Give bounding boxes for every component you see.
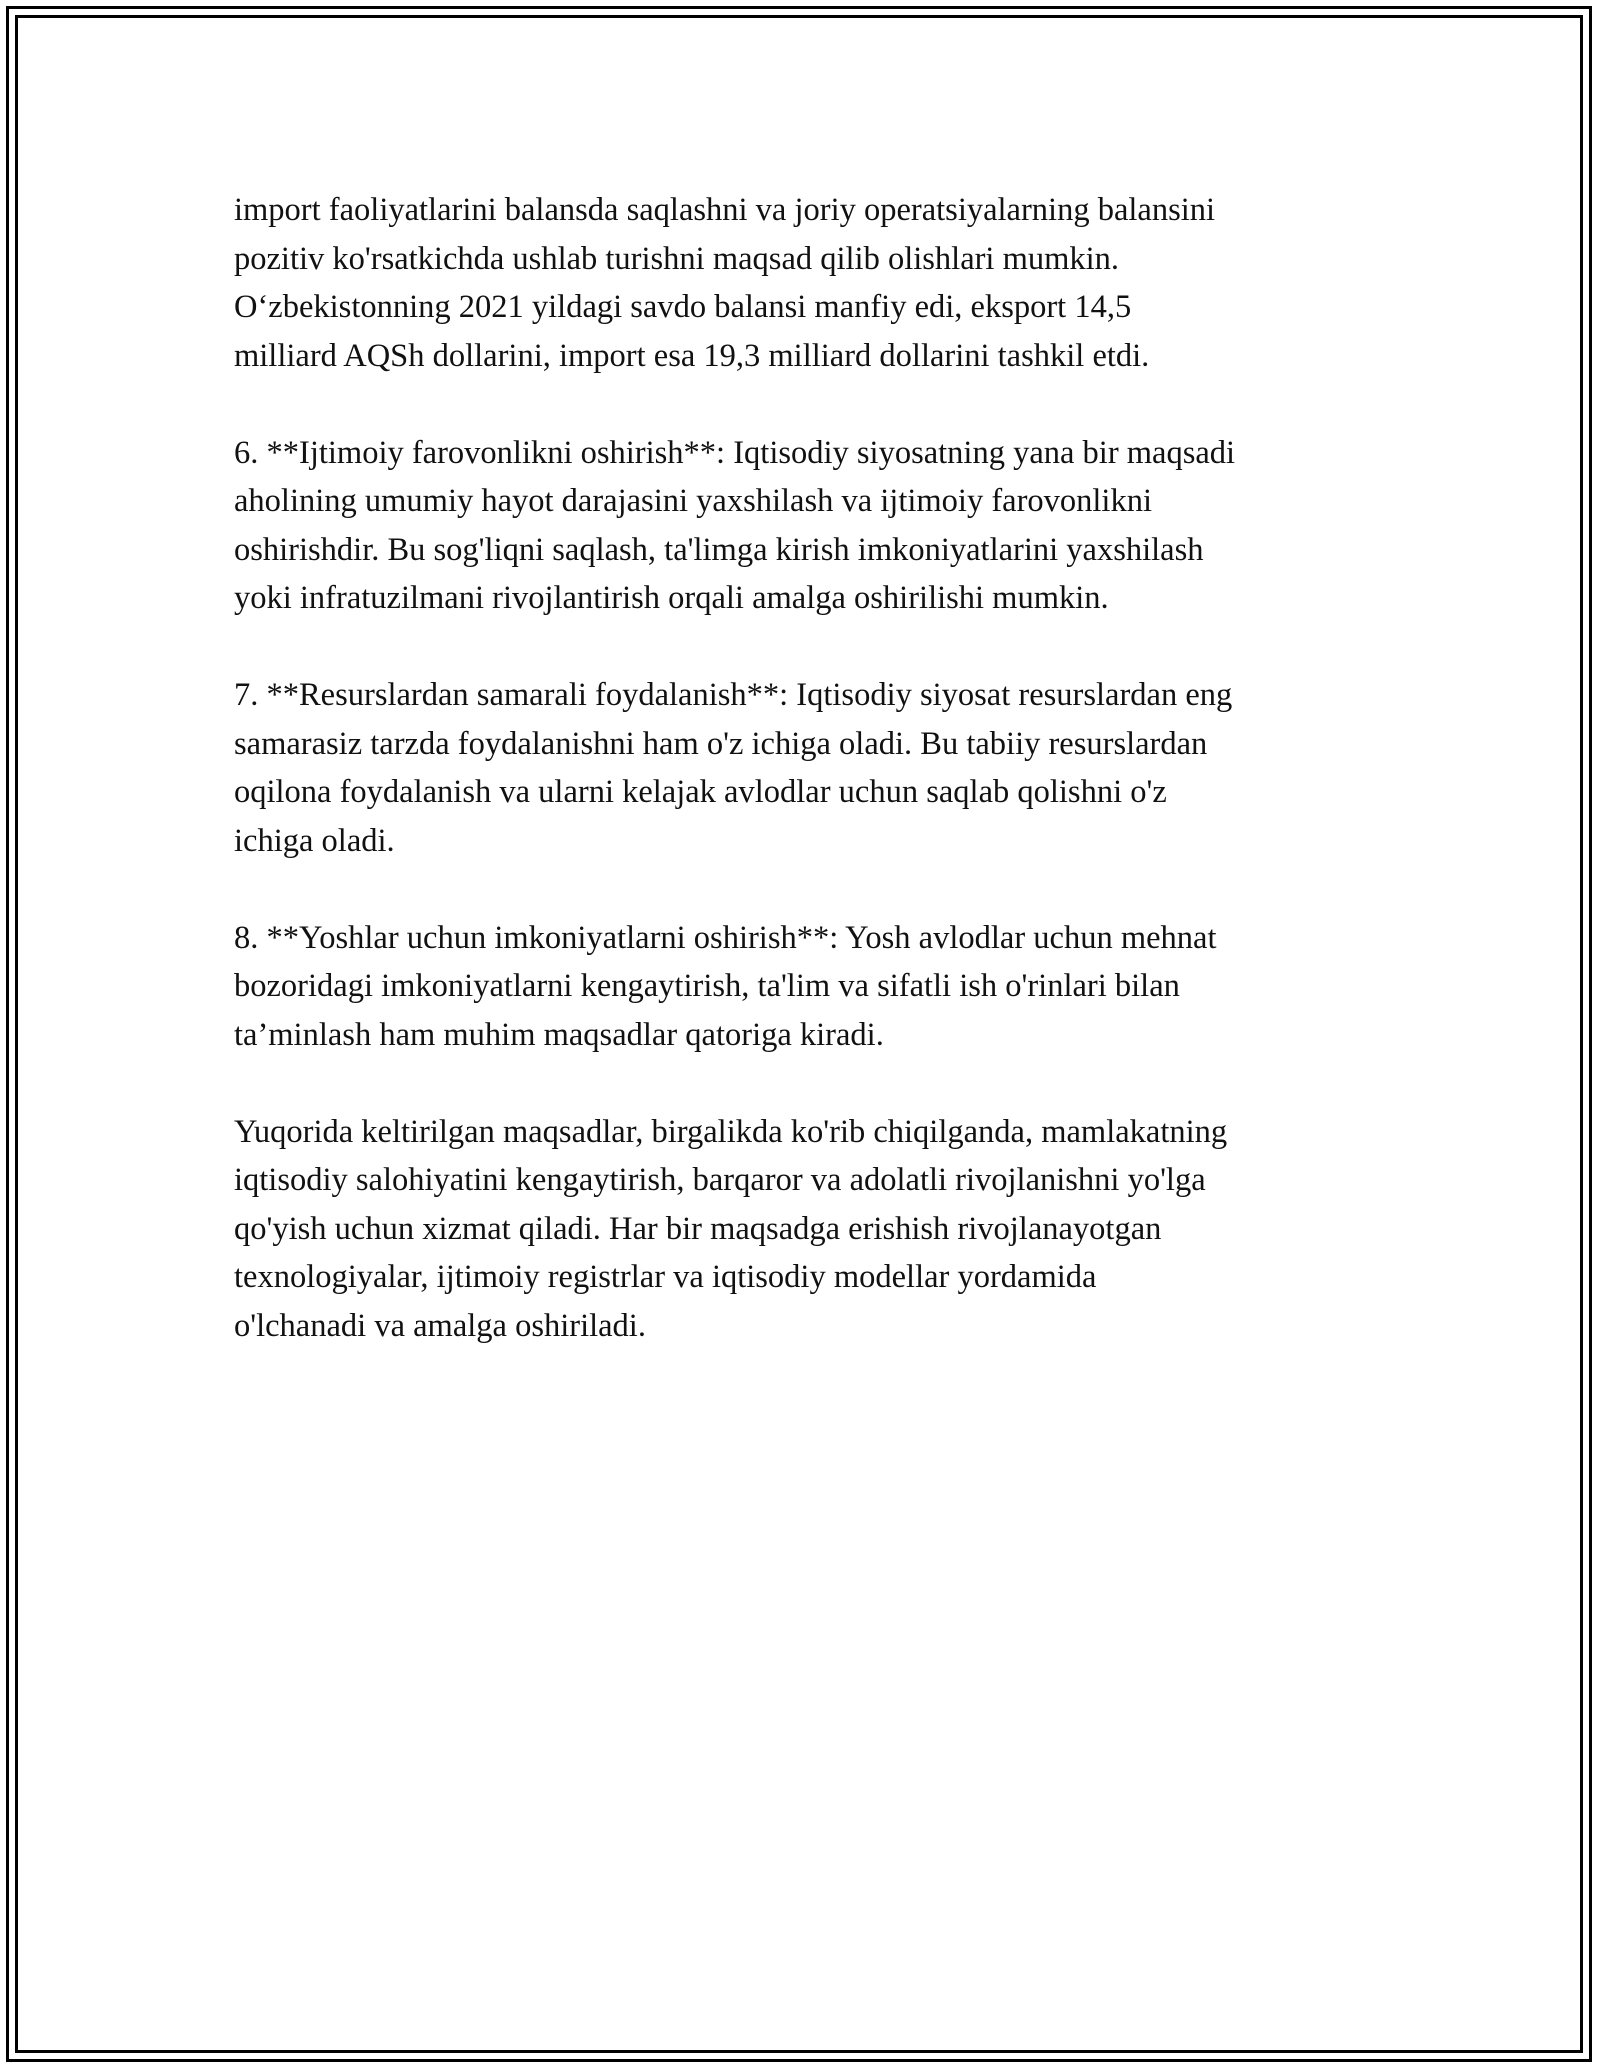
paragraph-conclusion: Yuqorida keltirilgan maqsadlar, birgalikda ko'rib chiqilganda, mamlakatning iqtisodiy salohiyatini kengaytirish, barqaror va adolatli rivojlanishni yo'lga qo'yish uchun xizmat qiladi. Har bir maqsadga erishish rivojlanayotgan texnologiyalar, ijtimoiy registrlar va iqtisodiy modellar yordamida o'lchanadi va amalga oshiriladi. [234, 1113, 1228, 1344]
paragraph-resource-efficiency: 7. **Resurslardan samarali foydalanish**: Iqtisodiy siyosat resurslardan eng samarasiz tarzda foydalanishni ham o'z ichiga oladi. Bu tabiiy resurslardan oqilona foydalanish va ularni kelajak avlodlar uchun saqlab qolishni o'z ichiga oladi. [234, 677, 1233, 859]
paragraph-social-welfare: 6. **Ijtimoiy farovonlikni oshirish**: Iqtisodiy siyosatning yana bir maqsadi aholining umumiy hayot darajasini yaxshilash va ijtimoiy farovonlikni oshirishdir. Bu sog'liqni saqlash, ta'limga kirish imkoniyatlarini yaxshilash yoki infratuzilmani rivojlantirish orqali amalga oshirilishi mumkin. [234, 434, 1236, 616]
document-body [234, 186, 1384, 1399]
paragraph-youth-opportunities: 8. **Yoshlar uchun imkoniyatlarni oshirish**: Yosh avlodlar uchun mehnat bozoridagi imkoniyatlarni kengaytirish, ta'lim va sifatli ish o'rinlari bilan ta’minlash ham muhim maqsadlar qatoriga kiradi. [234, 919, 1217, 1053]
paragraph-trade-balance: import faoliyatlarini balansda saqlashni va joriy operatsiyalarning balansini pozitiv ko'rsatkichda ushlab turishni maqsad qilib olishlari mumkin. O‘zbekistonning 2021 yildagi savdo balansi manfiy edi, eksport 14,5 milliard AQSh dollarini, import esa 19,3 milliard dollarini tashkil etdi. [234, 192, 1216, 374]
